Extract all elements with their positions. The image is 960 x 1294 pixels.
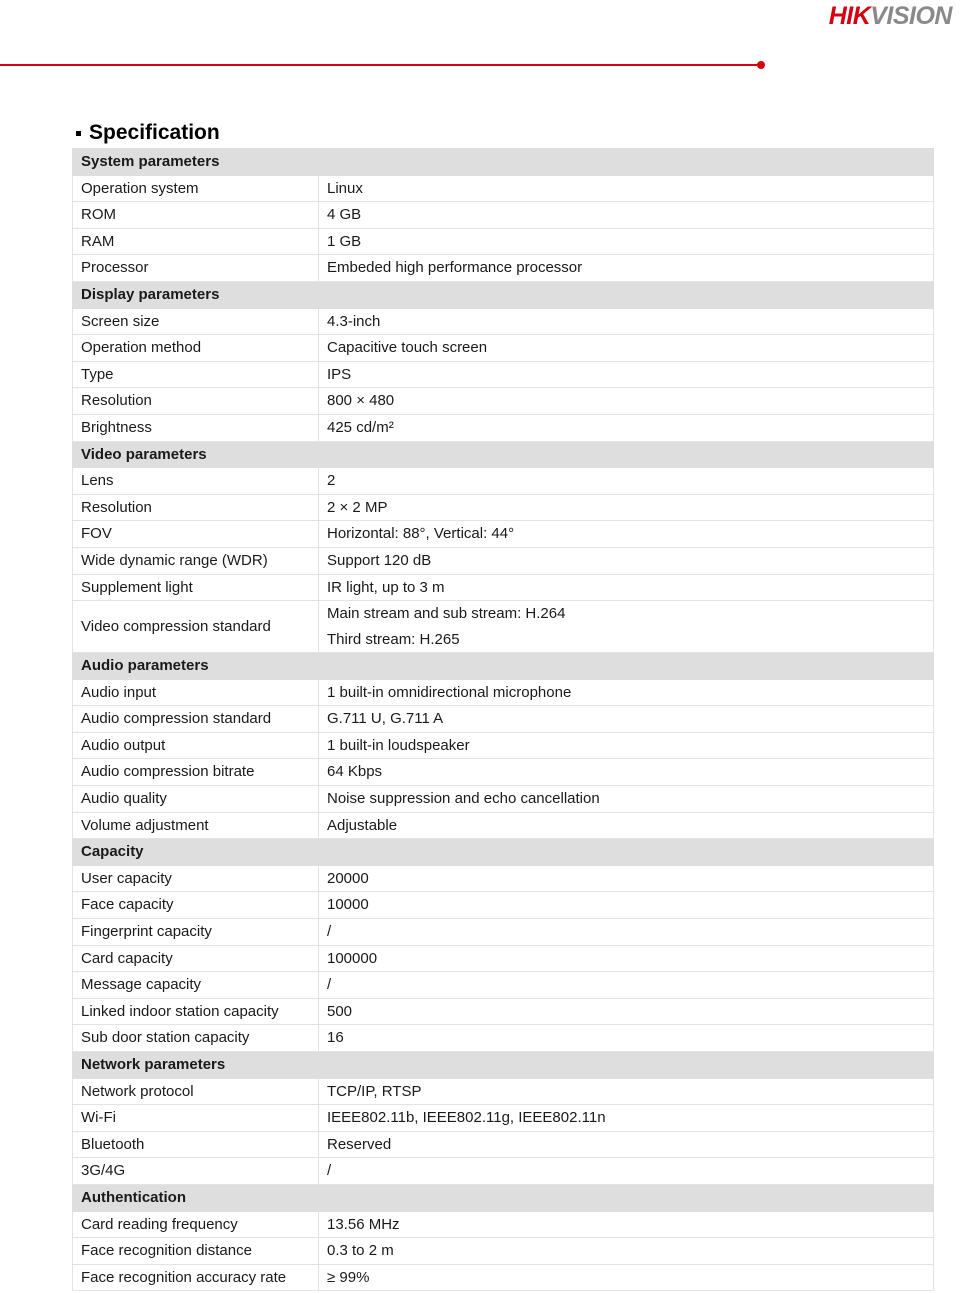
spec-row <box>73 919 934 946</box>
spec-label: Audio input <box>73 679 319 706</box>
page-title-text: Specification <box>89 121 220 144</box>
spec-table <box>72 148 934 1291</box>
spec-row <box>73 998 934 1025</box>
spec-label: Linked indoor station capacity <box>73 998 319 1025</box>
spec-value <box>319 601 934 653</box>
spec-row <box>73 865 934 892</box>
spec-label: ROM <box>73 202 319 229</box>
spec-label: Card reading frequency <box>73 1211 319 1238</box>
spec-value: / <box>319 972 934 999</box>
spec-label: FOV <box>73 521 319 548</box>
spec-label: Operation system <box>73 175 319 202</box>
spec-label: Bluetooth <box>73 1131 319 1158</box>
spec-value: 64 Kbps <box>319 759 934 786</box>
spec-label: Type <box>73 361 319 388</box>
spec-value: / <box>319 1158 934 1185</box>
spec-row <box>73 494 934 521</box>
spec-label: Audio compression bitrate <box>73 759 319 786</box>
spec-value: Support 120 dB <box>319 547 934 574</box>
spec-label: Wi-Fi <box>73 1105 319 1132</box>
spec-value: 16 <box>319 1025 934 1052</box>
spec-value: Embeded high performance processor <box>319 255 934 282</box>
spec-value: Linux <box>319 175 934 202</box>
spec-row <box>73 414 934 441</box>
spec-value: Capacitive touch screen <box>319 335 934 362</box>
spec-row <box>73 1105 934 1132</box>
header-rule-dot <box>757 61 765 69</box>
spec-value: G.711 U, G.711 A <box>319 706 934 733</box>
section-header: Authentication <box>73 1184 934 1211</box>
spec-value: 1 built-in loudspeaker <box>319 732 934 759</box>
spec-value-line: Third stream: H.265 <box>327 630 460 648</box>
spec-row <box>73 1131 934 1158</box>
spec-row <box>73 574 934 601</box>
spec-value: 800 × 480 <box>319 388 934 415</box>
spec-value: 2 <box>319 468 934 495</box>
section-header-row <box>73 839 934 866</box>
spec-row <box>73 388 934 415</box>
spec-row <box>73 468 934 495</box>
spec-value-line: Main stream and sub stream: H.264 <box>327 605 566 623</box>
spec-value: Horizontal: 88°, Vertical: 44° <box>319 521 934 548</box>
section-header: Video parameters <box>73 441 934 468</box>
spec-label: Resolution <box>73 494 319 521</box>
spec-value: 100000 <box>319 945 934 972</box>
spec-value: / <box>319 919 934 946</box>
page-title <box>76 120 220 146</box>
spec-value: 4 GB <box>319 202 934 229</box>
spec-value: 1 built-in omnidirectional microphone <box>319 679 934 706</box>
spec-value: 13.56 MHz <box>319 1211 934 1238</box>
spec-label: Message capacity <box>73 972 319 999</box>
spec-label: Card capacity <box>73 945 319 972</box>
spec-label: Fingerprint capacity <box>73 919 319 946</box>
spec-label: Supplement light <box>73 574 319 601</box>
section-header-row <box>73 1184 934 1211</box>
section-header: System parameters <box>73 149 934 176</box>
section-header-row <box>73 149 934 176</box>
spec-row <box>73 972 934 999</box>
spec-value: Reserved <box>319 1131 934 1158</box>
spec-value: Adjustable <box>319 812 934 839</box>
hikvision-logo <box>829 2 952 30</box>
spec-label: Volume adjustment <box>73 812 319 839</box>
section-header-row <box>73 1052 934 1079</box>
spec-value: IEEE802.11b, IEEE802.11g, IEEE802.11n <box>319 1105 934 1132</box>
spec-row <box>73 335 934 362</box>
spec-row <box>73 759 934 786</box>
spec-label: Network protocol <box>73 1078 319 1105</box>
section-header-row <box>73 653 934 680</box>
spec-row <box>73 1238 934 1265</box>
spec-label: Screen size <box>73 308 319 335</box>
spec-label: Brightness <box>73 414 319 441</box>
spec-row <box>73 202 934 229</box>
spec-row <box>73 1025 934 1052</box>
spec-value: 500 <box>319 998 934 1025</box>
spec-label: User capacity <box>73 865 319 892</box>
spec-value: 10000 <box>319 892 934 919</box>
spec-value: 2 × 2 MP <box>319 494 934 521</box>
spec-value: 0.3 to 2 m <box>319 1238 934 1265</box>
spec-row <box>73 1078 934 1105</box>
spec-row <box>73 1211 934 1238</box>
spec-label: Face recognition accuracy rate <box>73 1264 319 1291</box>
spec-value: IPS <box>319 361 934 388</box>
logo-part-hik: HIK <box>828 2 871 30</box>
spec-label: Resolution <box>73 388 319 415</box>
spec-row <box>73 228 934 255</box>
header-rule <box>0 64 757 66</box>
spec-row <box>73 786 934 813</box>
spec-label: 3G/4G <box>73 1158 319 1185</box>
spec-value: 1 GB <box>319 228 934 255</box>
spec-row <box>73 706 934 733</box>
spec-row <box>73 945 934 972</box>
spec-value: 4.3-inch <box>319 308 934 335</box>
spec-label: Lens <box>73 468 319 495</box>
spec-row <box>73 547 934 574</box>
spec-label: Face capacity <box>73 892 319 919</box>
section-header: Audio parameters <box>73 653 934 680</box>
section-header: Capacity <box>73 839 934 866</box>
section-header-row <box>73 441 934 468</box>
spec-label: Audio compression standard <box>73 706 319 733</box>
spec-label: RAM <box>73 228 319 255</box>
spec-row <box>73 1158 934 1185</box>
section-header: Display parameters <box>73 281 934 308</box>
spec-row <box>73 892 934 919</box>
spec-row <box>73 601 934 653</box>
spec-label: Face recognition distance <box>73 1238 319 1265</box>
spec-value: 20000 <box>319 865 934 892</box>
spec-row <box>73 255 934 282</box>
spec-row <box>73 1264 934 1291</box>
spec-row <box>73 812 934 839</box>
spec-row <box>73 361 934 388</box>
spec-row <box>73 308 934 335</box>
spec-label: Operation method <box>73 335 319 362</box>
spec-value: Noise suppression and echo cancellation <box>319 786 934 813</box>
spec-label: Audio quality <box>73 786 319 813</box>
section-header-row <box>73 281 934 308</box>
square-bullet-icon <box>76 131 81 136</box>
spec-row <box>73 175 934 202</box>
spec-row <box>73 732 934 759</box>
spec-value: 425 cd/m² <box>319 414 934 441</box>
spec-value: TCP/IP, RTSP <box>319 1078 934 1105</box>
spec-label: Sub door station capacity <box>73 1025 319 1052</box>
spec-value: ≥ 99% <box>319 1264 934 1291</box>
spec-row <box>73 521 934 548</box>
spec-value: IR light, up to 3 m <box>319 574 934 601</box>
spec-label: Audio output <box>73 732 319 759</box>
spec-label: Processor <box>73 255 319 282</box>
section-header: Network parameters <box>73 1052 934 1079</box>
spec-row <box>73 679 934 706</box>
spec-label: Wide dynamic range (WDR) <box>73 547 319 574</box>
logo-part-vision: VISION <box>870 2 952 30</box>
spec-label: Video compression standard <box>73 601 319 653</box>
